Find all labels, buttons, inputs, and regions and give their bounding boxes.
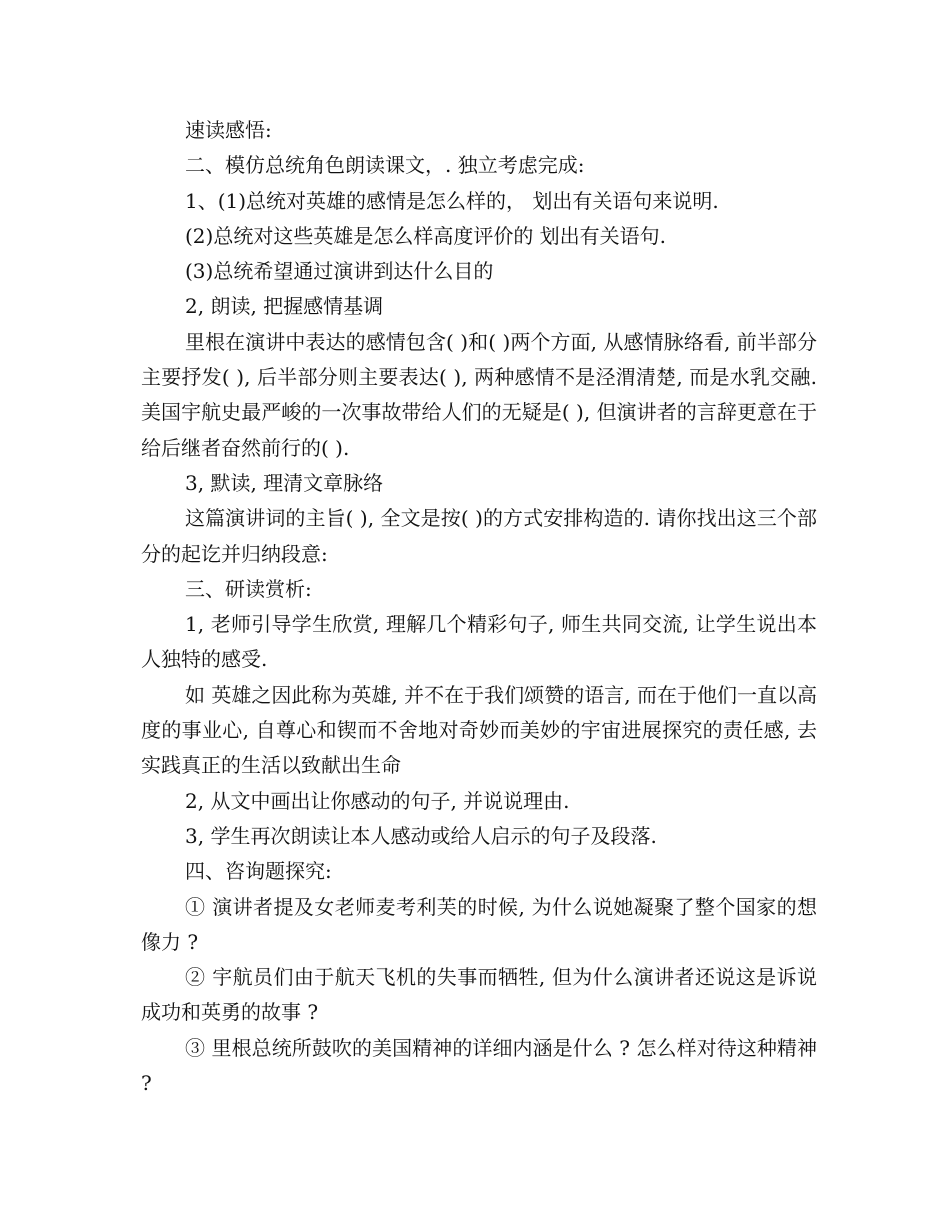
document-body (141, 113, 817, 1101)
inquiry-question-1: ① 演讲者提及女老师麦考利芙的时候, 为什么说她凝聚了整个国家的想像力 ? (141, 894, 817, 954)
analysis-item-2: 2, 从文中画出让你感动的句子, 并说说理由. (185, 788, 570, 813)
section-three-heading: 三、研读赏析: (185, 576, 312, 601)
question-1-1: 1、(1)总统对英雄的感情是怎么样的， 划出有关语句来说明. (185, 188, 719, 213)
section-four-heading: 四、咨询题探究: (185, 859, 332, 884)
task-3-heading: 3, 默读, 理清文章脉络 (185, 470, 384, 495)
question-1-2: (2)总统对这些英雄是怎么样高度评价的 划出有关语句. (185, 223, 667, 248)
task-3-body: 这篇演讲词的主旨( ), 全文是按( )的方式安排构造的. 请你找出这三个部分的起讫并归纳段意: (141, 506, 817, 566)
analysis-example: 如 英雄之因此称为英雄, 并不在于我们颂赞的语言, 而在于他们一直以高度的事业心, 自尊心和锲而不舍地对奇妙而美妙的宇宙进展探究的责任感, 去实践真正的生活以致献出生命 (141, 682, 817, 778)
analysis-item-1: 1, 老师引导学生欣赏, 理解几个精彩句子, 师生共同交流, 让学生说出本人独特的感受. (141, 612, 817, 672)
task-2-heading: 2, 朗读, 把握感情基调 (185, 294, 384, 319)
task-2-body: 里根在演讲中表达的感情包含( )和( )两个方面, 从感情脉络看, 前半部分主要抒发( ), 后半部分则主要表达( ), 两种感情不是泾渭清楚, 而是水乳交融. 美国宇航史最严峻的一次事故带给人们的无疑是( ), 但演讲者的言辞更意在于给后继者奋然前行的( ). (141, 329, 817, 460)
heading-quick-reading: 速读感悟: (185, 118, 272, 142)
question-1-3: (3)总统希望通过演讲到达什么目的 (185, 259, 494, 284)
section-two-heading: 二、模仿总统角色朗读课文，. 独立考虑完成: (185, 153, 585, 178)
analysis-item-3: 3, 学生再次朗读让本人感动或给人启示的句子及段落. (185, 823, 657, 848)
inquiry-question-3: ③ 里根总统所鼓吹的美国精神的详细内涵是什么 ? 怎么样对待这种精神 ? (141, 1035, 817, 1096)
inquiry-question-2: ② 宇航员们由于航天飞机的失事而牺牲, 但为什么演讲者还说这是诉说成功和英勇的故事 ? (141, 965, 817, 1025)
